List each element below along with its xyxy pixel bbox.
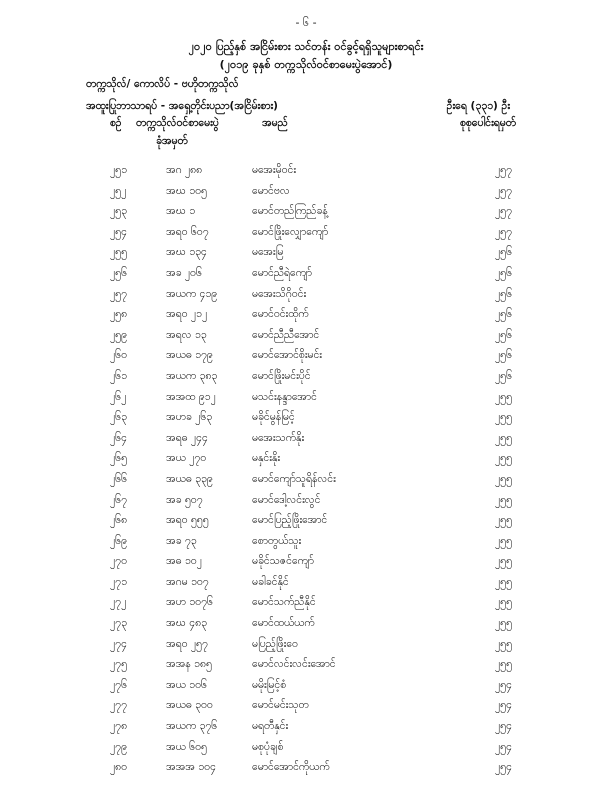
row-mark: ၂၅၆	[495, 369, 512, 382]
document-subtitle: (၂၀၁၉ ခုနှစ် တက္ကသိုလ်ဝင်စာမေးပွဲအောင်)	[219, 58, 393, 71]
row-reg-number: အယဓ ၁၇၉	[166, 349, 213, 362]
row-mark: ၂၅၅	[495, 411, 512, 424]
table-row	[0, 205, 612, 226]
table-row	[0, 596, 612, 617]
header-mark: စုစုပေါင်းရမှတ်	[459, 117, 516, 129]
header-no: စဉ်	[110, 117, 122, 129]
row-reg-number: အရလ ၁၃	[166, 328, 207, 341]
row-name: မပြည့်ဖြိုးဝေ	[252, 637, 298, 650]
row-reg-number: အယ ၁၀၆	[166, 678, 207, 691]
row-number: ၂၅၄	[110, 225, 127, 238]
row-number: ၂၅၆	[110, 266, 127, 279]
row-name: မရတီနှင်း	[252, 720, 289, 733]
row-name: မောင်ထယ်ယက်	[252, 617, 315, 630]
row-mark: ၂၅၅	[495, 472, 512, 485]
row-mark: ၂၅၆	[495, 349, 512, 362]
row-reg-number: အဂ ၂၈၈	[166, 164, 203, 176]
page-number: - ၆ -	[295, 16, 317, 29]
row-number: ၂၇၀	[110, 555, 127, 568]
row-mark: ၂၅၆	[495, 287, 512, 300]
row-number: ၂၆၇	[110, 493, 127, 506]
row-number: ၂၇၂	[110, 596, 127, 609]
row-mark: ၂၅၇	[495, 164, 512, 176]
table-row	[0, 329, 612, 350]
row-name: မခါခင်နိုင်	[252, 575, 289, 588]
university-line: တက္ကသိုလ်/ ကောလိပ် - ဗဟိုတက္ကသိုလ်	[86, 78, 239, 90]
row-number: ၂၆၃	[110, 411, 127, 424]
table-row	[0, 535, 612, 556]
row-mark: ၂၅၇	[495, 205, 512, 218]
row-name: မောင်ဖြိုးလျှောကျော်	[252, 225, 329, 238]
row-reg-number: အယ ၂၇၀	[166, 452, 207, 465]
row-name: မောင်ဖြိုးမင်းပိုင်	[252, 369, 311, 382]
document-title: ၂၀၂၀ ပြည့်နှစ် အငြိမ်းစား သင်တန်း ဝင်ခွင့်ရရှိသူများစာရင်း	[188, 40, 424, 53]
table-row	[0, 658, 612, 679]
table-row	[0, 741, 612, 762]
row-name: မခိုင်သဇင်ကျော်	[252, 555, 314, 568]
table-row	[0, 761, 612, 782]
row-name: မမိုးမြင့်စံ	[252, 678, 287, 691]
row-name: မနှင်းနိုး	[252, 452, 281, 465]
row-number: ၂၅၈	[110, 308, 128, 321]
table-row	[0, 432, 612, 453]
row-mark: ၂၅၅	[495, 658, 512, 671]
row-mark: ၂၅၅	[495, 390, 512, 403]
row-reg-number: အယက ၄၁၉	[166, 287, 218, 300]
row-reg-number: အရဝ ၅၅၅	[166, 514, 209, 527]
row-reg-number: အဟခ ၂၆၃	[166, 411, 213, 424]
row-reg-number: အရဓ ၂၄၄	[166, 431, 208, 444]
table-row	[0, 391, 612, 412]
table-row	[0, 452, 612, 473]
row-name: မောင်လင်းလင်းအောင်	[252, 658, 336, 671]
row-reg-number: အအအ ၁၀၄	[166, 761, 216, 774]
row-name: မအေးမိုဝင်း	[252, 164, 296, 176]
row-reg-number: အဃ ၄၈၃	[166, 617, 208, 630]
table-row	[0, 720, 612, 741]
row-reg-number: အခ ၇၃	[166, 534, 197, 547]
row-mark: ၂၅၅	[495, 637, 512, 650]
row-reg-number: အအန ၁၈၅	[166, 658, 212, 671]
row-mark: ၂၅၄	[495, 740, 512, 753]
table-row	[0, 514, 612, 535]
row-name: မစုပုံချစ်	[252, 740, 284, 753]
row-name: မောင်ဝင်းထိုက်	[252, 308, 309, 321]
row-mark: ၂၅၅	[495, 617, 512, 630]
row-mark: ၂၅၆	[495, 308, 512, 321]
quota-line: ဦးရေ (၃၃၁) ဦး	[446, 100, 510, 112]
row-mark: ၂၅၅	[495, 555, 512, 568]
row-name: မောင်တည်ကြည်ခန့်	[252, 205, 328, 218]
row-reg-number: အယဓ ၃၀၀	[166, 699, 213, 712]
row-number: ၂၆၂	[110, 390, 127, 403]
row-number: ၂၅၃	[110, 205, 127, 218]
row-mark: ၂၅၆	[495, 266, 512, 279]
row-mark: ၂၅၄	[495, 720, 512, 733]
table-row	[0, 411, 612, 432]
row-number: ၂၇၇	[110, 699, 127, 712]
row-mark: ၂၅၄	[495, 761, 512, 774]
row-mark: ၂၅၅	[495, 596, 512, 609]
table-row	[0, 473, 612, 494]
table-row	[0, 308, 612, 329]
row-number: ၂၆၆	[110, 472, 127, 485]
row-number: ၂၅၂	[110, 184, 127, 197]
row-number: ၂၆၁	[110, 369, 127, 382]
row-name: မောင်မင်းသုတ	[252, 699, 309, 712]
row-number: ၂၆၀	[110, 349, 127, 362]
row-number: ၂၈၀	[110, 761, 128, 774]
row-name: မောင်ဒေါ့လင်းလွင်	[252, 493, 321, 506]
row-mark: ၂၅၄	[495, 699, 512, 712]
row-mark: ၂၅၆	[495, 246, 512, 259]
row-number: ၂၇၁	[110, 575, 127, 588]
table-row	[0, 617, 612, 638]
row-number: ၂၆၈	[110, 514, 128, 527]
row-name: မောင်သက်ညီနိုင်	[252, 596, 316, 609]
row-number: ၂၅၇	[110, 287, 127, 300]
table-row	[0, 185, 612, 206]
table-row	[0, 494, 612, 515]
row-number: ၂၆၄	[110, 431, 127, 444]
subject-line: အထူးပြုဘာသာရပ် - အရှေ့တိုင်းပညာ(အငြိမ်းစား)	[86, 100, 278, 112]
row-name: စောတွယ်သူး	[252, 534, 302, 547]
row-reg-number: အဂမ ၁၀၇	[166, 575, 209, 588]
table-row	[0, 164, 612, 185]
row-number: ၂၇၄	[110, 637, 127, 650]
row-reg-number: အဃ ၁	[166, 205, 196, 218]
row-number: ၂၆၉	[110, 534, 127, 547]
row-name: မအေးမြ	[252, 246, 284, 259]
row-reg-number: အအထ ၉၁၂	[166, 390, 216, 403]
row-mark: ၂၅၄	[495, 678, 512, 691]
row-number: ၂၅၁	[110, 164, 127, 176]
row-name: မသင်းနန္ဒာအောင်	[252, 390, 317, 403]
table-row	[0, 555, 612, 576]
row-mark: ၂၅၅	[495, 534, 512, 547]
header-reg-sub: ခုံအမှတ်	[156, 135, 188, 147]
row-number: ၂၇၈	[110, 720, 128, 733]
row-number: ၂၅၉	[110, 328, 127, 341]
row-name: မောင်ပြည့်ဖြိုးအောင်	[252, 514, 328, 527]
row-reg-number: အခ ၂၀၆	[166, 266, 202, 279]
table-row	[0, 226, 612, 247]
table-row	[0, 679, 612, 700]
row-mark: ၂၅၅	[495, 452, 512, 465]
table-row	[0, 370, 612, 391]
row-name: မအေးသက်နိုး	[252, 431, 305, 444]
row-reg-number: အရဝ ၂၁၂	[166, 308, 208, 321]
row-mark: ၂၅၅	[495, 514, 512, 527]
row-number: ၂၆၅	[110, 452, 127, 465]
table-row	[0, 349, 612, 370]
row-reg-number: အယဓ ၃၃၉	[166, 472, 213, 485]
row-name: မခိုင်မွန်မြင့်	[252, 411, 295, 424]
row-name: မောင်ကျော်သူရိန်လင်း	[252, 472, 336, 485]
row-reg-number: အရဝ ၂၅၇	[166, 637, 208, 650]
table-row	[0, 699, 612, 720]
row-number: ၂၇၉	[110, 740, 127, 753]
row-name: မောင်အောင်ကိုယက်	[252, 761, 330, 774]
row-number: ၂၇၃	[110, 617, 127, 630]
row-name: မအေးသိဂိုဝင်း	[252, 287, 307, 300]
row-reg-number: အဃ ၁၃၄	[166, 246, 207, 259]
row-reg-number: အယက ၃၇၆	[166, 720, 218, 733]
row-mark: ၂၅၇	[495, 225, 512, 238]
row-mark: ၂၅၅	[495, 431, 512, 444]
table-row	[0, 576, 612, 597]
row-number: ၂၇၅	[110, 658, 127, 671]
row-reg-number: အယက ၃၈၃	[166, 369, 218, 382]
row-name: မောင်ညီညီအောင်	[252, 328, 320, 341]
row-number: ၂၇၆	[110, 678, 127, 691]
row-mark: ၂၅၇	[495, 184, 512, 197]
row-reg-number: အခ ၅၀၇	[166, 493, 203, 506]
row-mark: ၂၅၆	[495, 328, 512, 341]
row-mark: ၂၅၅	[495, 493, 512, 506]
row-reg-number: အဓ ၁၀၂	[166, 555, 202, 568]
row-reg-number: အဃ ၁၀၅	[166, 184, 207, 197]
row-name: မောင်ညီရဲကျော်	[252, 266, 312, 279]
row-name: မောင်အောင်စိုးမင်း	[252, 349, 322, 362]
table-row	[0, 638, 612, 659]
results-table	[0, 164, 612, 782]
table-row	[0, 267, 612, 288]
row-name: မောင်ဗလ	[252, 184, 290, 197]
header-reg: တက္ကသိုလ်ဝင်စာမေးပွဲ	[136, 117, 219, 129]
header-name: အမည်	[262, 117, 288, 129]
row-reg-number: အရဝ ၆၀၇	[166, 225, 209, 238]
row-mark: ၂၅၅	[495, 575, 512, 588]
table-row	[0, 246, 612, 267]
row-reg-number: အဟ ၁၀၇၆	[166, 596, 213, 609]
row-reg-number: အယ ၆၀၅	[166, 740, 207, 753]
row-number: ၂၅၅	[110, 246, 127, 259]
table-row	[0, 288, 612, 309]
